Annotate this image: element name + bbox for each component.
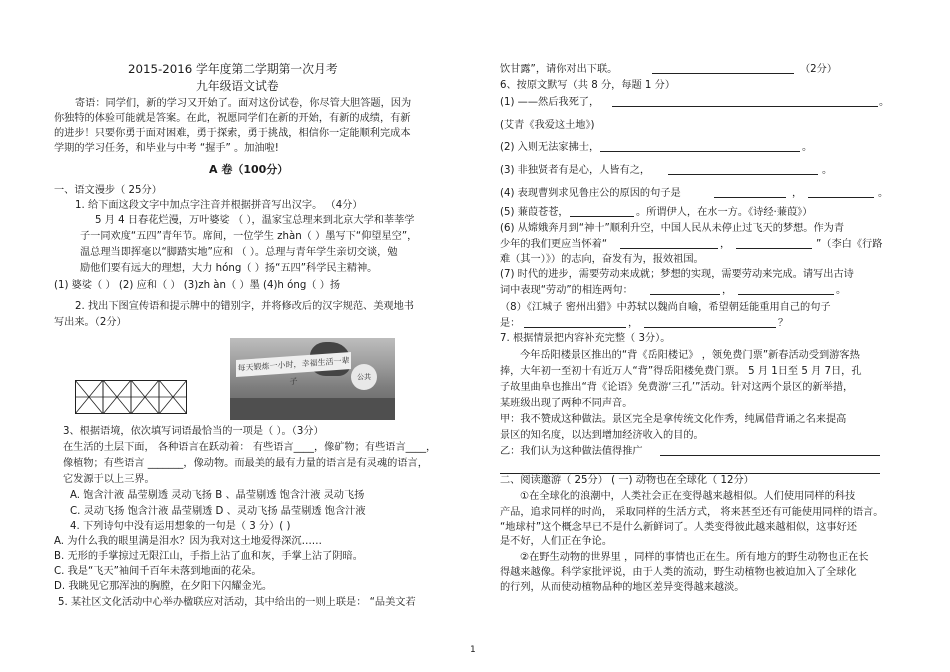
q6-7-line-2: 词中表现“劳动”的相连两句： bbox=[500, 285, 633, 296]
page-number: 1 bbox=[470, 645, 476, 655]
q4-option-b: B. 无形的手掌掠过无限江山，手指上沾了血和灰，手掌上沾了阴暗。 bbox=[54, 551, 363, 562]
intro-line-1: 寄语：同学们，新的学习又开始了。面对这份试卷，你尽管大胆答题，因为 bbox=[75, 98, 412, 109]
q7-line-3: 子故里曲阜也推出“背《论语》免费游‘三孔’”活动。针对这两个景区的新举措， bbox=[500, 382, 854, 393]
passage-line-6: 得越来越像。科学家批评说，由于人类的流动，野生动植物也被迫加入了全球化 bbox=[500, 567, 857, 578]
q6-7-blank-2[interactable] bbox=[738, 284, 834, 295]
q6-8-blank-1[interactable] bbox=[524, 317, 626, 328]
q7-line-6: 景区的知名度，以达到增加经济收入的目的。 bbox=[500, 430, 704, 441]
q6-8-comma: ， bbox=[628, 318, 639, 329]
q6-4-comma: ， bbox=[792, 188, 803, 199]
q6-1-text: (1) ——然后我死了， bbox=[500, 97, 600, 108]
signboard-photo bbox=[230, 338, 395, 420]
q4-option-d: D. 我眺见它那浑浊的胸膛，在夕阳下闪耀金光。 bbox=[54, 581, 273, 592]
intro-line-4: 学期的学习任务，和毕业与中考 “握手” 。加油啦! bbox=[54, 143, 279, 154]
q1-answer-line: (1) 婆娑（ ） (2) 应和（ ） (3)zh àn（ ）墨 (4)h óng（ ）扬 bbox=[54, 280, 341, 291]
q6-5-blank[interactable] bbox=[570, 206, 634, 217]
photo-sign-text: 公共 bbox=[351, 364, 377, 390]
q6-6-blank-2[interactable] bbox=[736, 238, 812, 249]
q7-answer-blank-2[interactable] bbox=[500, 463, 880, 474]
q1-line-3: 温总理当即挥毫以“脚踏实地”应和 （ ）。总理与青年学生亲切交谈，勉 bbox=[80, 247, 398, 258]
q7-line-4: 某班级出现了两种不同声音。 bbox=[500, 398, 633, 409]
q6-4-period: 。 bbox=[878, 188, 889, 199]
passage-line-4: 是不好，人们正在争论。 bbox=[500, 536, 613, 547]
q7-line-7: 乙：我们认为这种做法值得推广 bbox=[500, 446, 643, 457]
q4-option-c: C. 我是“飞天”袖间千百年未落到地面的花朵。 bbox=[54, 566, 262, 577]
q5-score: （2分） bbox=[800, 64, 838, 75]
q6-7-blank-1[interactable] bbox=[650, 284, 720, 295]
q6-3-blank[interactable] bbox=[668, 164, 818, 175]
writing-grid bbox=[75, 380, 187, 414]
q2-line-2: 写出来。（2分） bbox=[54, 317, 127, 328]
q6-1-blank[interactable] bbox=[612, 96, 878, 107]
q6-2-blank[interactable] bbox=[600, 141, 800, 152]
q6-1-source: (艾青《我爱这土地》) bbox=[500, 120, 595, 131]
q6-5-rest: 。所谓伊人，在水一方。《诗经·蒹葭》） bbox=[636, 207, 813, 218]
q6-3-text: (3) 非独贤者有是心，人皆有之， bbox=[500, 165, 651, 176]
q7-line-5: 甲：我不赞成这种做法。景区完全是拿传统文化作秀，纯属借背诵之名来提高 bbox=[500, 414, 847, 425]
q3-line-4: 它发源于以上三界。 bbox=[63, 474, 155, 485]
q6-4-blank-2[interactable] bbox=[808, 187, 874, 198]
q1-title: 1. 给下面这段文字中加点字注音并根据拼音写出汉字。 （4分） bbox=[75, 200, 363, 211]
q6-6-line-3: 难（其一）》）的志向，奋发有为，报效祖国。 bbox=[500, 254, 704, 265]
passage-line-5: ②在野生动物的世界里 ，同样的事情也正在生。所有地方的野生动物也正在长 bbox=[520, 552, 869, 563]
q2-line-1: 2. 找出下图宣传语和提示牌中的错别字，并将修改后的汉字规范、美观地书 bbox=[75, 301, 414, 312]
q4-title: 4. 下列诗句中没有运用想象的一句是（ 3 分）( ) bbox=[70, 521, 291, 532]
q6-3-period: 。 bbox=[822, 165, 833, 176]
q6-2-period: 。 bbox=[802, 142, 813, 153]
q5-line: 5. 某社区文化活动中心举办楹联应对活动，其中给出的一则上联是： “品美文若 bbox=[58, 597, 416, 608]
photo-banner-text: 每天锻炼一小时，幸福生活一辈子 bbox=[236, 352, 351, 377]
passage-line-1: ①在全球化的浪潮中，人类社会正在变得越来越相似。人们使用同样的科技 bbox=[520, 491, 856, 502]
intro-line-3: 的进步！只要你勇于面对困难，勇于探索，勇于挑战，相信你一定能顺利完成本 bbox=[54, 128, 411, 139]
q3-option-cd: C. 灵动飞扬 饱含汁液 晶莹剔透 D 、灵动飞扬 晶莹剔透 饱含汁液 bbox=[70, 506, 366, 517]
q6-6-line-1: (6) 从嫦娥奔月到“神十”顺利升空，中国人民从未停止过飞天的梦想。作为青 bbox=[500, 223, 845, 234]
q4-option-a: A. 为什么我的眼里满是泪水？因为我对这土地爱得深沉…… bbox=[54, 536, 322, 547]
passage-line-7: 的行列，从而使动植物品种的地区差异变得越来越淡。 bbox=[500, 582, 745, 593]
q6-8-question: ？ bbox=[778, 318, 789, 329]
q5-continued: 饮甘露”，请你对出下联。 bbox=[500, 64, 618, 75]
q6-5-text: (5) 蒹葭苍苍， bbox=[500, 207, 569, 218]
part1-heading: 一、语文漫步（ 25分） bbox=[54, 185, 162, 196]
q6-4-blank-1[interactable] bbox=[714, 187, 786, 198]
q6-6-line-2-end: ”（李白《行路 bbox=[816, 239, 883, 250]
q1-line-2: 子一同欢度“五四”青年节。席间，一位学生 zhàn（ ）墨写下“仰望星空”， bbox=[80, 231, 418, 242]
q1-line-1: 5 月 4 日春花烂漫，万叶婆娑 （ ），温家宝总理来到北京大学和莘莘学 bbox=[95, 215, 415, 226]
section-a-heading: A 卷（100分） bbox=[209, 163, 289, 176]
q6-2-text: (2) 入则无法家拂士， bbox=[500, 142, 600, 153]
q7-line-1: 今年岳阳楼景区推出的“背《岳阳楼记》 ，领免费门票”新春活动受到游客热 bbox=[520, 350, 860, 361]
part2-heading: 二、阅读邀游（ 25分） ( 一) 动物也在全球化（ 12分） bbox=[500, 475, 754, 486]
q6-1-period: 。 bbox=[879, 97, 890, 108]
q6-4-text: (4) 表现曹刿求见鲁庄公的原因的句子是 bbox=[500, 188, 681, 199]
passage-line-3: “地球村”这个概念早已不是什么新鲜词了。人类变得彼此越来越相似，这事好还 bbox=[500, 522, 857, 533]
q3-line-2: 在生活的土层下面， 各种语言在跃动着： 有些语言____，像矿物；有些语言____， bbox=[63, 442, 437, 453]
exam-title-line2: 九年级语文试卷 bbox=[196, 79, 279, 93]
q3-line-1: 3、根据语境，依次填写词语最恰当的一项是（ ）。（3分） bbox=[63, 426, 324, 437]
q6-8-label: 是： bbox=[500, 318, 521, 329]
q7-title: 7. 根据情景把内容补充完整（ 3分）。 bbox=[500, 333, 671, 344]
q3-line-3: 像植物；有些语言 _______，像动物。而最美的最有力量的语言是有灵魂的语言， bbox=[63, 458, 428, 469]
q3-option-ab: A. 饱含汁液 晶莹剔透 灵动飞扬 B 、晶莹剔透 饱含汁液 灵动飞扬 bbox=[70, 490, 365, 501]
q6-7-comma: ， bbox=[722, 285, 733, 296]
q6-6-blank-1[interactable] bbox=[620, 238, 718, 249]
intro-line-2: 你独特的体验可能就是答案。在此，祝愿同学们在新的开始，有新的成绩，有新 bbox=[54, 113, 411, 124]
q6-8-line-1: （8）《江城子 密州出猎》中苏轼以魏尚自喻，希望朝廷能重用自己的句子 bbox=[500, 302, 831, 313]
q5-answer-blank[interactable] bbox=[652, 63, 794, 74]
q6-7-period: 。 bbox=[836, 285, 847, 296]
photo-ground bbox=[230, 398, 395, 420]
passage-line-2: 产品，追求同样的时尚， 采取同样的生活方式， 将来甚至还有可能使用同样的语言。 bbox=[500, 507, 884, 518]
q6-7-line-1: (7) 时代的进步，需要劳动来成就；梦想的实现，需要劳动来完成。请写出古诗 bbox=[500, 269, 854, 280]
q6-title: 6、按原文默写（共 8 分，每题 1 分） bbox=[500, 80, 676, 91]
q7-line-2: 捧，大年初一至初十有近万人“背”得岳阳楼免费门票。 5 月 1日至 5 月 7日，孔 bbox=[500, 366, 862, 377]
exam-title-line1: 2015-2016 学年度第二学期第一次月考 bbox=[128, 62, 338, 76]
q6-8-blank-2[interactable] bbox=[644, 317, 776, 328]
q6-6-comma: ， bbox=[720, 239, 731, 250]
q7-answer-blank-1[interactable] bbox=[660, 445, 880, 456]
q6-6-line-2: 少年的我们更应当怀着“ bbox=[500, 239, 608, 250]
q1-line-4: 励他们要有远大的理想，大力 hóng（ ）扬“五四”科学民主精神。 bbox=[80, 263, 378, 274]
